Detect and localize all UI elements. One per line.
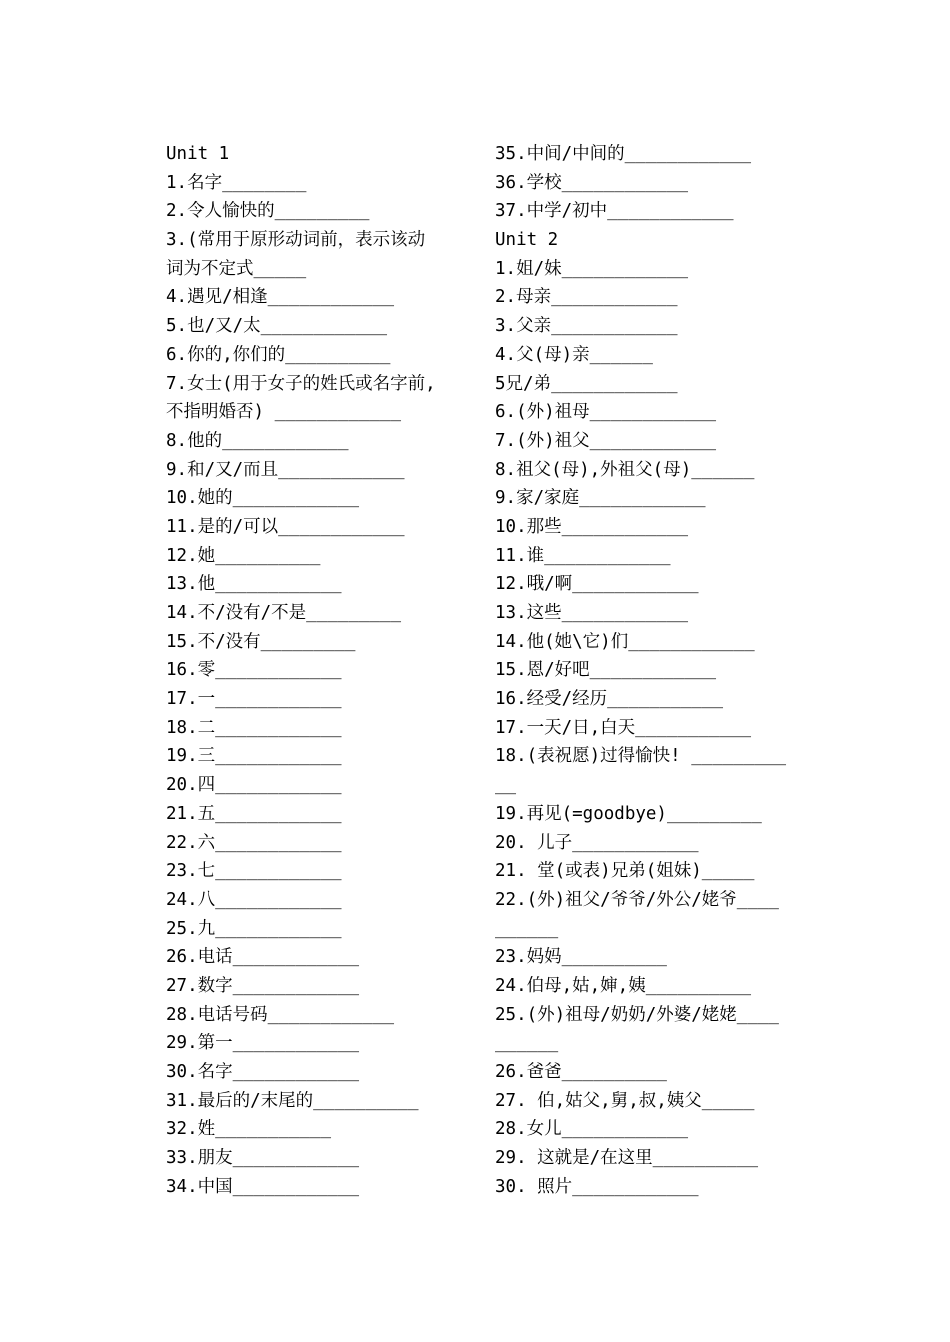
right-column xyxy=(495,140,795,1201)
vocab-line: 13.这些____________ xyxy=(495,603,689,623)
vocab-line: 6.(外)祖母____________ xyxy=(495,402,717,423)
vocab-line: 18.二____________ xyxy=(166,717,342,738)
vocab-line: 37.中学/初中____________ xyxy=(495,201,734,222)
vocab-line: 30.名字____________ xyxy=(166,1062,360,1082)
vocab-line: 27.数字____________ xyxy=(166,975,360,996)
vocab-line: 28.女儿____________ xyxy=(495,1119,689,1140)
vocab-line: 26.爸爸__________ xyxy=(495,1062,667,1082)
vocab-line: 25.九____________ xyxy=(166,918,342,939)
vocab-line: 13.他____________ xyxy=(166,574,342,595)
vocab-line: 23.七____________ xyxy=(166,861,342,882)
vocab-line: 9.和/又/而且____________ xyxy=(166,459,405,480)
vocab-line: 3.父亲____________ xyxy=(495,316,678,337)
vocab-line: 19.再见(=goodbye)_________ xyxy=(495,803,762,824)
left-column xyxy=(166,140,466,1201)
vocab-line: 10.那些____________ xyxy=(495,516,689,537)
vocab-line: 7.(外)祖父____________ xyxy=(495,430,717,451)
vocab-line: 7.女士(用于女子的姓氏或名字前, xyxy=(166,373,436,394)
vocab-line: 6.你的,你们的__________ xyxy=(166,344,391,365)
vocab-line: 15.不/没有_________ xyxy=(166,631,356,652)
vocab-line: 4.父(母)亲______ xyxy=(495,344,653,365)
vocab-line: 15.恩/好吧____________ xyxy=(495,660,717,681)
vocab-line: 14.不/没有/不是_________ xyxy=(166,603,402,623)
vocab-line: 21.五____________ xyxy=(166,803,342,824)
vocab-line: 16.零____________ xyxy=(166,660,342,681)
vocab-line: 3.(常用于原形动词前，表示该动 xyxy=(166,230,426,251)
vocab-line: 11.是的/可以____________ xyxy=(166,516,405,537)
vocab-line: ______ xyxy=(495,1033,559,1054)
vocab-line: 19.三____________ xyxy=(166,746,342,767)
vocab-line: 32.姓___________ xyxy=(166,1119,332,1140)
vocab-line: 20.四____________ xyxy=(166,775,342,796)
vocab-line: 22.(外)祖父/爷爷/外公/姥爷____ xyxy=(495,889,779,910)
vocab-line: 23.妈妈__________ xyxy=(495,947,667,968)
vocab-line: 4.遇见/相逢____________ xyxy=(166,287,395,308)
vocab-line: 8.祖父(母),外祖父(母)______ xyxy=(495,459,755,480)
vocab-line: 25.(外)祖母/奶奶/外婆/姥姥____ xyxy=(495,1004,779,1025)
vocab-line: 12.哦/啊____________ xyxy=(495,574,699,595)
vocab-line: 词为不定式_____ xyxy=(166,258,307,279)
vocab-line: 5兄/弟____________ xyxy=(495,373,678,394)
vocab-line: 16.经受/经历___________ xyxy=(495,689,724,710)
vocab-line: 2.母亲____________ xyxy=(495,287,678,308)
vocab-line: 27. 伯,姑父,舅,叔,姨父_____ xyxy=(495,1090,755,1111)
vocab-line: 2.令人愉快的_________ xyxy=(166,201,370,222)
vocab-line: 11.谁____________ xyxy=(495,545,671,566)
vocab-line: ______ xyxy=(495,918,559,939)
vocab-line: 29.第一____________ xyxy=(166,1033,360,1054)
vocab-line: 10.她的____________ xyxy=(166,488,360,509)
vocab-line: __ xyxy=(495,775,517,796)
vocab-line: 14.他(她\它)们____________ xyxy=(495,631,755,652)
vocab-line: 1.名字________ xyxy=(166,172,307,193)
vocab-line: 17.一____________ xyxy=(166,689,342,710)
vocab-line: 28.电话号码____________ xyxy=(166,1004,395,1025)
vocab-line: 21. 堂(或表)兄弟(姐妹)_____ xyxy=(495,861,755,882)
vocab-line: 31.最后的/末尾的__________ xyxy=(166,1090,419,1111)
vocab-line: 17.一天/日,白天___________ xyxy=(495,717,752,738)
vocab-line: 18.(表祝愿)过得愉快! _________ xyxy=(495,746,787,767)
vocab-line: 30. 照片____________ xyxy=(495,1176,699,1197)
vocab-line: 22.六____________ xyxy=(166,832,342,853)
vocab-line: 20. 儿子____________ xyxy=(495,832,699,853)
vocab-line: 24.伯母,姑,婶,姨__________ xyxy=(495,975,752,996)
vocab-line: 33.朋友____________ xyxy=(166,1148,360,1169)
vocab-line: Unit 1 xyxy=(166,144,230,164)
vocab-line: 35.中间/中间的____________ xyxy=(495,144,752,164)
vocab-line: 不指明婚否) ____________ xyxy=(166,402,402,423)
vocab-line: 8.他的____________ xyxy=(166,430,349,451)
vocab-line: 5.也/又/太____________ xyxy=(166,316,388,337)
vocab-line: 36.学校____________ xyxy=(495,172,689,193)
vocab-line: 9.家/家庭____________ xyxy=(495,488,706,509)
vocab-line: 29. 这就是/在这里__________ xyxy=(495,1148,759,1169)
vocab-line: 24.八____________ xyxy=(166,889,342,910)
vocab-line: 34.中国____________ xyxy=(166,1176,360,1197)
vocab-line: 26.电话____________ xyxy=(166,947,360,968)
vocab-line: Unit 2 xyxy=(495,230,559,251)
vocab-line: 1.姐/妹____________ xyxy=(495,258,689,279)
vocab-line: 12.她__________ xyxy=(166,545,321,566)
